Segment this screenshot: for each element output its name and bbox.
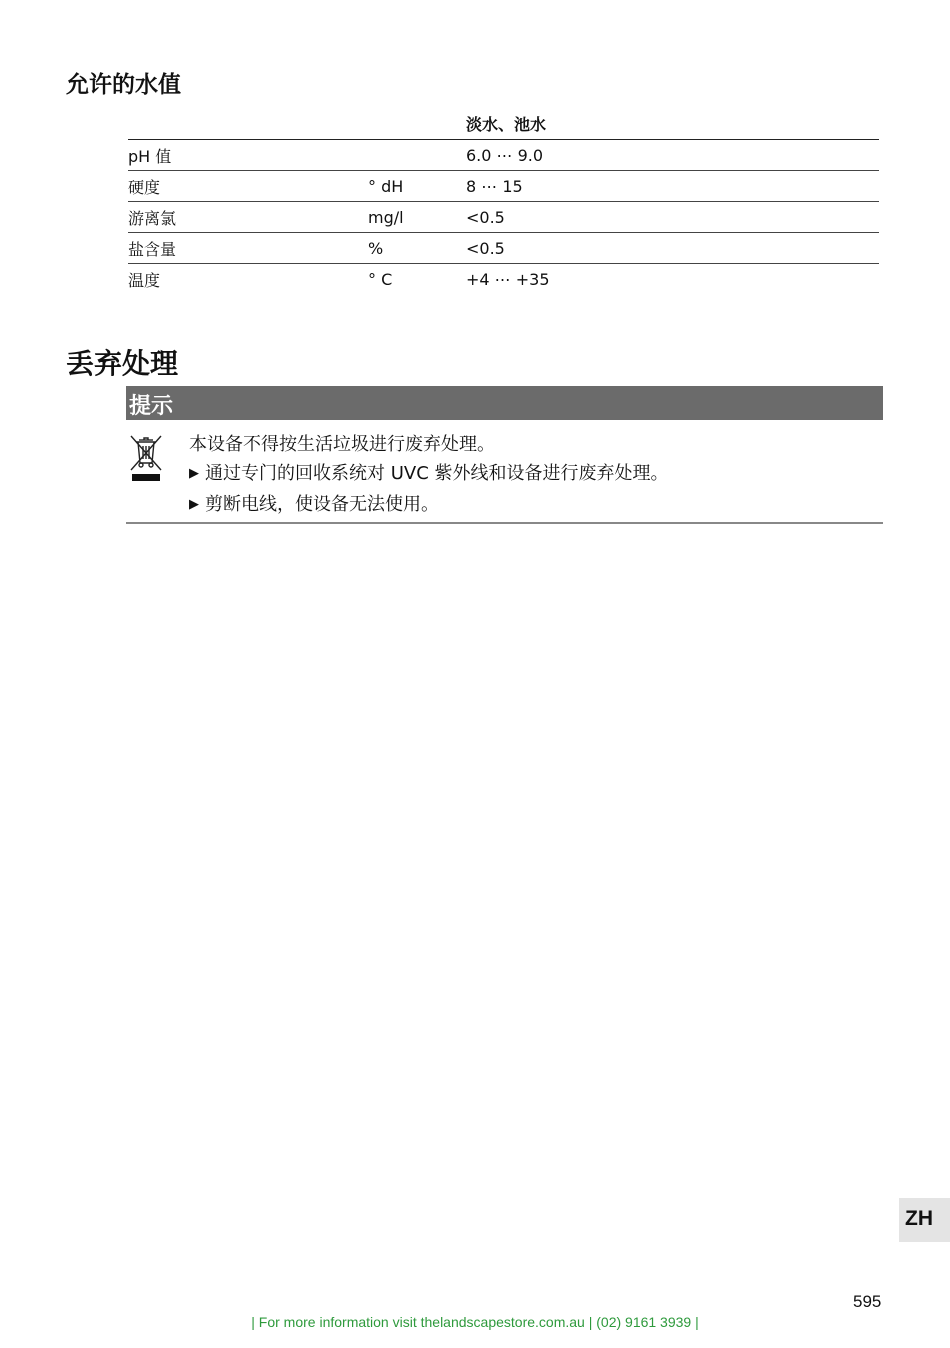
row-unit: %: [368, 233, 466, 264]
bullet-text: 剪断电线，使设备无法使用。: [205, 494, 439, 515]
water-values-table: [128, 108, 879, 294]
note-intro: 本设备不得按生活垃圾进行废弃处理。: [189, 434, 495, 455]
note-header: [126, 386, 883, 420]
disposal-title: 丢弃处理: [66, 347, 179, 380]
row-value: 6.0 ⋯ 9.0: [466, 140, 879, 171]
water-values-title: 允许的水值: [66, 72, 181, 98]
row-name: 温度: [128, 270, 161, 290]
bullet-text: 通过专门的回收系统对 UVC 紫外线和设备进行废弃处理。: [205, 463, 669, 484]
header-blank: [128, 108, 368, 140]
language-tab: [899, 1198, 950, 1242]
row-value: <0.5: [466, 233, 879, 264]
table-row: [128, 140, 879, 171]
row-value: 8 ⋯ 15: [466, 171, 879, 202]
language-code: ZH: [905, 1207, 933, 1230]
note-body: [126, 422, 883, 524]
row-name: 盐含量: [128, 233, 368, 264]
note-text: [189, 430, 669, 521]
row-name: pH 值: [128, 140, 368, 171]
table-row: [128, 171, 879, 202]
page-number: 595: [853, 1292, 882, 1311]
table-header-row: [128, 108, 879, 140]
row-unit: ° C: [368, 269, 393, 289]
note-bullet: [189, 490, 669, 521]
row-name: 硬度: [128, 171, 368, 202]
note-label: 提示: [129, 394, 174, 419]
table-row: [128, 202, 879, 233]
row-unit: [368, 140, 466, 171]
note-bullet: [189, 459, 669, 490]
row-value: <0.5: [466, 202, 879, 233]
footer-info: | For more information visit thelandscapestore.com.au | (02) 9161 3939 |: [251, 1314, 699, 1330]
header-freshwater: 淡水、池水: [466, 108, 879, 140]
table-row: [128, 233, 879, 264]
row-unit: ° dH: [368, 171, 466, 202]
row-unit: mg/l: [368, 202, 466, 233]
triangle-bullet-icon: ▶: [189, 466, 199, 481]
row-name: 游离氯: [128, 202, 368, 233]
table-row: [128, 264, 879, 295]
crossed-out-bin-icon: [128, 430, 164, 482]
row-value: +4 ⋯ +35: [466, 269, 550, 289]
triangle-bullet-icon: ▶: [189, 497, 199, 512]
header-unit-blank: [368, 108, 466, 140]
